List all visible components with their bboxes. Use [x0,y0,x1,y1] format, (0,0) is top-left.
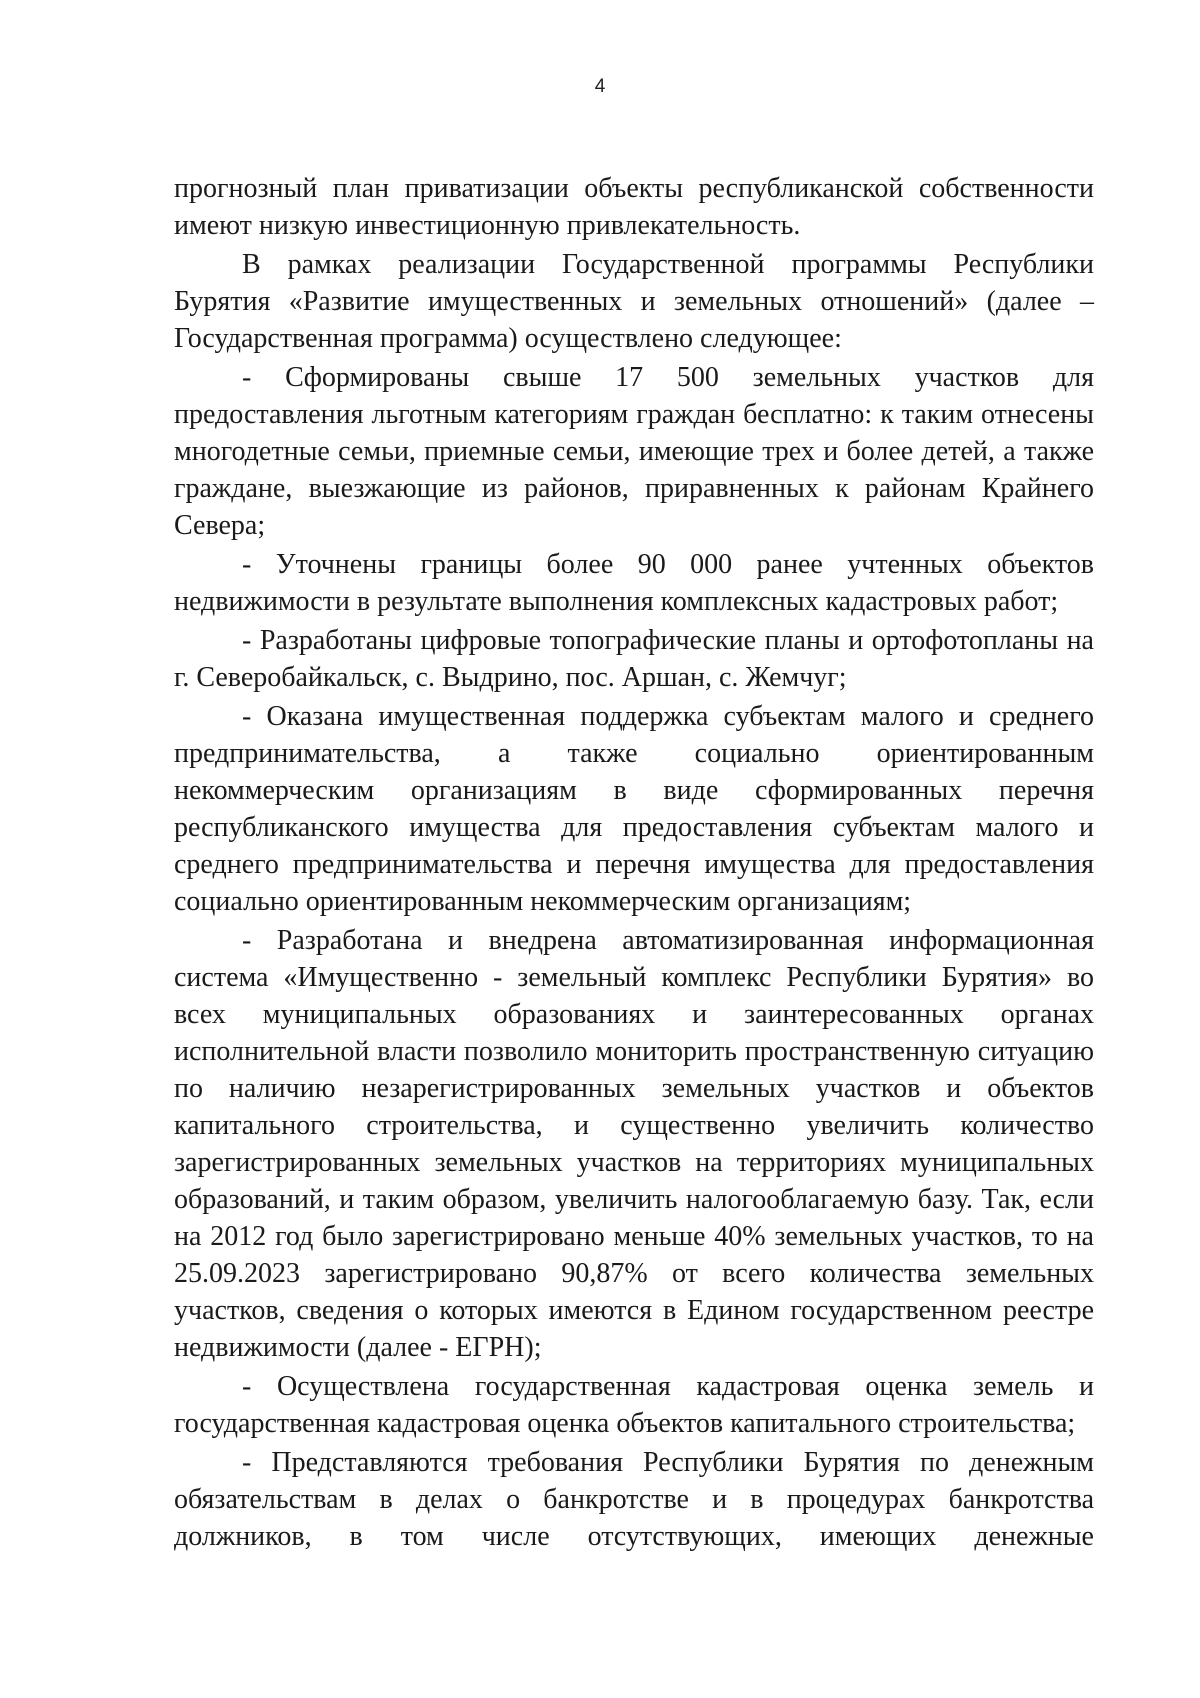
paragraph-bankruptcy-claims: - Представляются требования Республики Бурятия по денежным обязательствам в делах о банкротстве и в процедурах банкротства должников, в том числе отсутствующих, имеющих денежные [174,1447,1094,1552]
document-body [174,170,1094,1557]
paragraph-topographic-plans: - Разработаны цифровые топографические планы и ортофотопланы на г. Северобайкальск, с. Выдрино, пос. Аршан, с. Жемчуг; [174,625,1094,693]
paragraph-boundaries-refined: - Уточнены границы более 90 000 ранее учтенных объектов недвижимости в результате выполнения комплексных кадастровых работ; [174,549,1094,617]
paragraph-land-plots-formed: - Сформированы свыше 17 500 земельных участков для предоставления льготным категориям граждан бесплатно: к таким отнесены многодетные семьи, приемные семьи, имеющие трех и более детей, а также граждане, выезжающие из районов, приравненных к районам Крайнего Севера; [174,362,1094,541]
paragraph-state-program-intro: В рамках реализации Государственной программы Республики Бурятия «Развитие имущественных и земельных отношений» (далее – Государственная программа) осуществлено следующее: [174,249,1094,354]
paragraph-information-system: - Разработана и внедрена автоматизированная информационная система «Имущественно - земельный комплекс Республики Бурятия» во всех муниципальных образованиях и заинтересованных органах исполнительной власти позволило мониторить пространственную ситуацию по наличию незарегистрированных земельных участков и объектов капитального строительства, и существенно увеличить количество зарегистрированных земельных участков на территориях муниципальных образований, и таким образом, увеличить налогооблагаемую базу. Так, если на 2012 год было зарегистрировано меньше 40% земельных участков, то на 25.09.2023 зарегистрировано 90,87% от всего количества земельных участков, сведения о которых имеются в Едином государственном реестре недвижимости (далее - ЕГРН); [174,925,1094,1363]
paragraph-property-support: - Оказана имущественная поддержка субъектам малого и среднего предпринимательства, а также социально ориентированным некоммерческим организациям в виде сформированных перечня республиканского имущества для предоставления субъектам малого и среднего предпринимательства и перечня имущества для предоставления социально ориентированным некоммерческим организациям; [174,701,1094,917]
paragraph-privatization-plan: прогнозный план приватизации объекты республиканской собственности имеют низкую инвестиционную привлекательность. [174,173,1094,241]
paragraph-cadastral-valuation: - Осуществлена государственная кадастровая оценка земель и государственная кадастровая оценка объектов капитального строительства; [174,1371,1094,1439]
page-number: 4 [594,76,606,97]
